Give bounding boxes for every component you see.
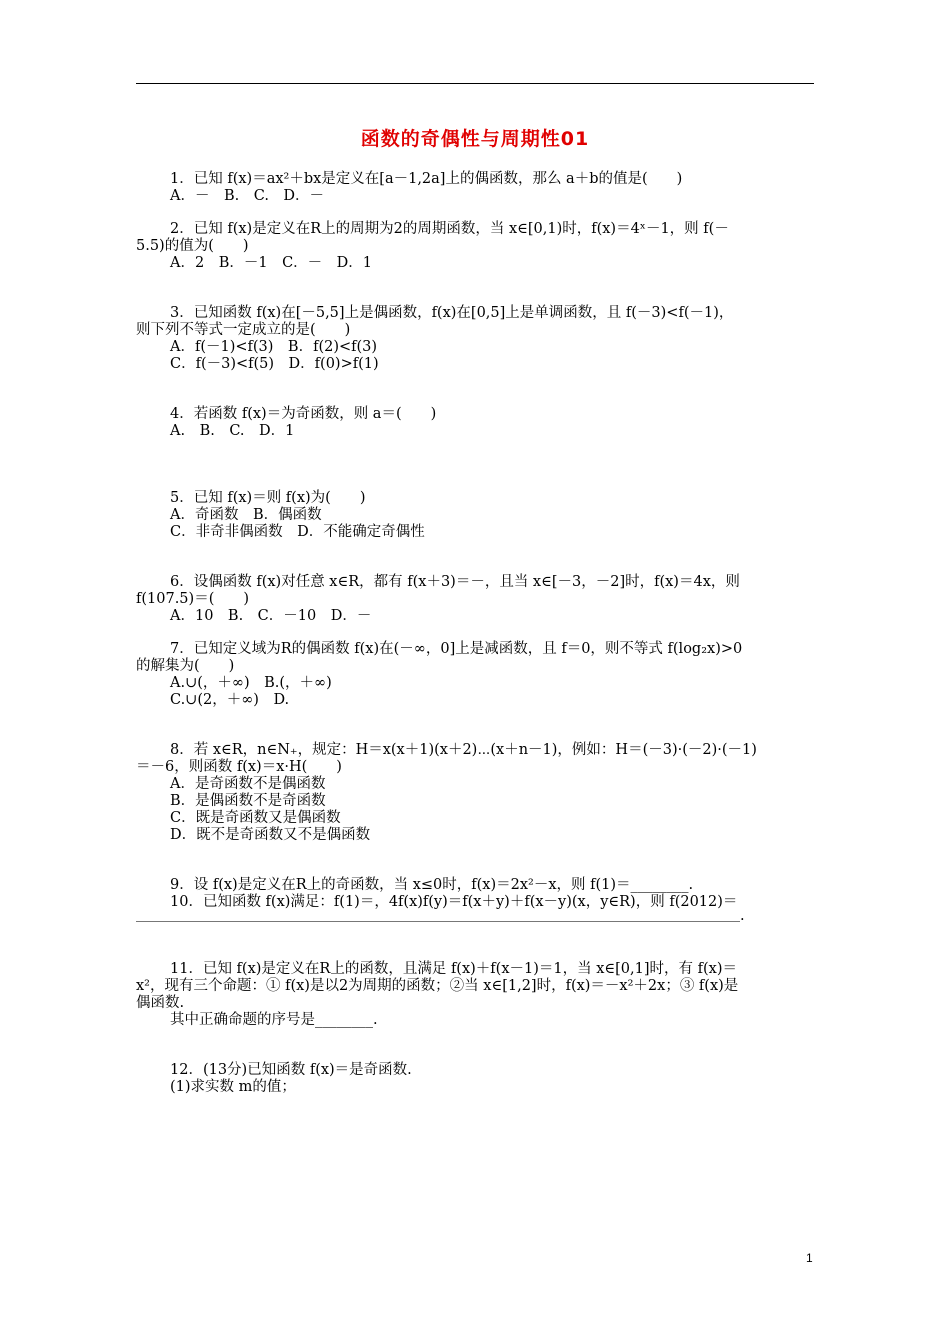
q7-stem: 7．已知定义域为R的偶函数 f(x)在(－∞，0]上是减函数，且 f＝0，则不等式 f(log₂x)>0 <box>170 641 743 657</box>
q8-stem-cont: ＝－6，则函数 f(x)＝x·H( ) <box>136 759 342 775</box>
q9-stem: 9．设 f(x)是定义在R上的奇函数，当 x≤0时，f(x)＝2x²－x，则 f(1)＝________. <box>170 877 694 893</box>
document-title: 函数的奇偶性与周期性01 <box>360 128 590 150</box>
q3-options-ab: A．f(－1)<f(3) B．f(2)<f(3) <box>170 339 378 355</box>
q6-stem: 6．设偶函数 f(x)对任意 x∈R，都有 f(x＋3)＝－，且当 x∈[－3，－2]时，f(x)＝4x，则 <box>170 574 740 590</box>
q1-options: A．－ B. C. D．－ <box>170 188 325 204</box>
q4-options: A. B. C. D．1 <box>170 423 295 439</box>
q2-stem-cont: 5.5)的值为( ) <box>136 238 249 254</box>
q11-question: 其中正确命题的序号是________. <box>170 1012 378 1028</box>
q8-option-b: B．是偶函数不是奇函数 <box>170 793 326 809</box>
q3-stem: 3．已知函数 f(x)在[－5,5]上是偶函数，f(x)在[0,5]上是单调函数，且 f(－3)<f(－1)， <box>170 305 734 321</box>
q10-stem: 10．已知函数 f(x)满足：f(1)＝，4f(x)f(y)＝f(x＋y)＋f(x－y)(x，y∈R)，则 f(2012)＝ <box>170 894 738 910</box>
q12-part1: (1)求实数 m的值； <box>170 1079 296 1095</box>
q8-option-d: D．既不是奇函数又不是偶函数 <box>170 827 371 843</box>
q2-stem: 2．已知 f(x)是定义在R上的周期为2的周期函数，当 x∈[0,1)时，f(x)＝4ˣ－1，则 f(－ <box>170 221 729 237</box>
q10-end-period: . <box>740 908 745 924</box>
q10-answer-blank <box>136 921 740 922</box>
q5-stem: 5．已知 f(x)＝则 f(x)为( ) <box>170 490 366 506</box>
q11-stem-cont2: 偶函数. <box>136 995 185 1011</box>
q11-stem-cont: x²，现有三个命题：① f(x)是以2为周期的函数；②当 x∈[1,2]时，f(x)＝－x²＋2x；③ f(x)是 <box>136 978 739 994</box>
q11-stem: 11．已知 f(x)是定义在R上的函数，且满足 f(x)＋f(x－1)＝1，当 x∈[0,1]时，有 f(x)＝ <box>170 961 737 977</box>
header-rule <box>136 83 814 84</box>
q8-option-c: C．既是奇函数又是偶函数 <box>170 810 341 826</box>
q12-stem: 12．(13分)已知函数 f(x)＝是奇函数. <box>170 1062 412 1078</box>
q2-options: A．2 B．－1 C．－ D．1 <box>170 255 373 271</box>
q3-options-cd: C．f(－3)<f(5) D．f(0)>f(1) <box>170 356 379 372</box>
q7-options-cd: C.∪(2，＋∞) D. <box>170 692 290 708</box>
q8-option-a: A．是奇函数不是偶函数 <box>170 776 326 792</box>
q5-options-ab: A．奇函数 B．偶函数 <box>170 507 322 523</box>
q1-stem: 1．已知 f(x)＝ax²＋bx是定义在[a－1,2a]上的偶函数，那么 a＋b的值是( ) <box>170 171 683 187</box>
q7-stem-cont: 的解集为( ) <box>136 658 235 674</box>
page-number: 1 <box>806 1251 813 1265</box>
q7-options-ab: A.∪(，＋∞) B.(，＋∞) <box>170 675 332 691</box>
q4-stem: 4．若函数 f(x)＝为奇函数，则 a＝( ) <box>170 406 437 422</box>
q6-options: A．10 B. C．－10 D．－ <box>170 608 372 624</box>
q5-options-cd: C．非奇非偶函数 D．不能确定奇偶性 <box>170 524 425 540</box>
q3-stem-cont: 则下列不等式一定成立的是( ) <box>136 322 351 338</box>
q6-stem-cont: f(107.5)＝( ) <box>136 591 250 607</box>
q8-stem: 8．若 x∈R，n∈N₊，规定：H＝x(x＋1)(x＋2)⋯(x＋n－1)，例如：H＝(－3)·(－2)·(－1) <box>170 742 757 758</box>
